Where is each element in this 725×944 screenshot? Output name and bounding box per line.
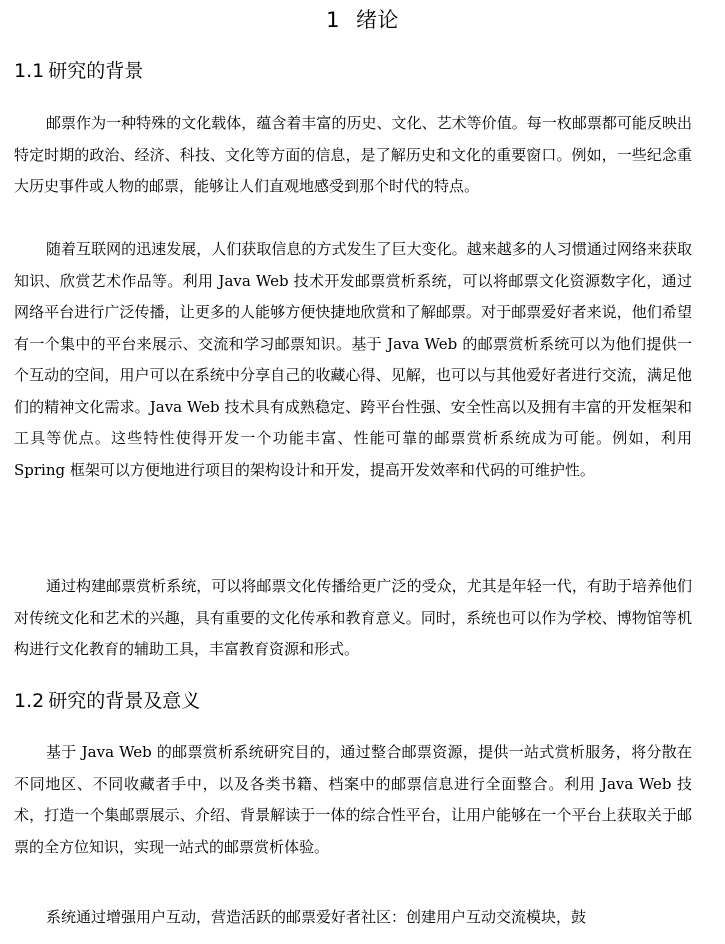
section-title: 研究的背景及意义 <box>48 690 201 712</box>
paragraph: 邮票作为一种特殊的文化载体，蕴含着丰富的历史、文化、艺术等价值。每一枚邮票都可能反映出特定时期的政治、经济、科技、文化等方面的信息，是了解历史和文化的重要窗口。例如，一些纪念重大历史事件或人物的邮票，能够让人们直观地感受到那个时代的特点。 <box>14 114 692 195</box>
section-number: 1.1 <box>14 60 45 82</box>
chapter-title-text: 绪论 <box>355 8 399 32</box>
paragraph: 系统通过增强用户互动，营造活跃的邮票爱好者社区：创建用户互动交流模块，鼓 <box>46 908 587 926</box>
section-heading-1-2 <box>14 688 200 714</box>
paragraph: 通过构建邮票赏析系统，可以将邮票文化传播给更广泛的受众，尤其是年轻一代，有助于培养他们对传统文化和艺术的兴趣，具有重要的文化传承和教育意义。同时，系统也可以作为学校、博物馆等机构进行文化教育的辅助工具，丰富教育资源和形式。 <box>14 577 692 658</box>
paragraph: 基于 Java Web 的邮票赏析系统研究目的，通过整合邮票资源，提供一站式赏析服务，将分散在不同地区、不同收藏者手中，以及各类书籍、档案中的邮票信息进行全面整合。利用 Java Web 技术，打造一个集邮票展示、介绍、背景解读于一体的综合性平台，让用户能够在一个平台上获取关于邮票的全方位知识，实现一站式的邮票赏析体验。 <box>14 743 692 856</box>
section-title: 研究的背景 <box>48 60 144 82</box>
paragraph: 随着互联网的迅速发展，人们获取信息的方式发生了巨大变化。越来越多的人习惯通过网络来获取知识、欣赏艺术作品等。利用 Java Web 技术开发邮票赏析系统，可以将邮票文化资源数字化，通过网络平台进行广泛传播，让更多的人能够方便快捷地欣赏和了解邮票。对于邮票爱好者来说，他们希望有一个集中的平台来展示、交流和学习邮票知识。基于 Java Web 的邮票赏析系统可以为他们提供一个互动的空间，用户可以在系统中分享自己的收藏心得、见解，也可以与其他爱好者进行交流，满足他们的精神文化需求。Java Web 技术具有成熟稳定、跨平台性强、安全性高以及拥有丰富的开发框架和工具等优点。这些特性使得开发一个功能丰富、性能可靠的邮票赏析系统成为可能。例如，利用 Spring 框架可以方便地进行项目的架构设计和开发，提高开发效率和代码的可维护性。 <box>14 240 692 479</box>
section-heading-1-1 <box>14 58 143 84</box>
chapter-title <box>0 6 725 34</box>
chapter-number: 1 <box>326 8 340 32</box>
section-number: 1.2 <box>14 690 45 712</box>
